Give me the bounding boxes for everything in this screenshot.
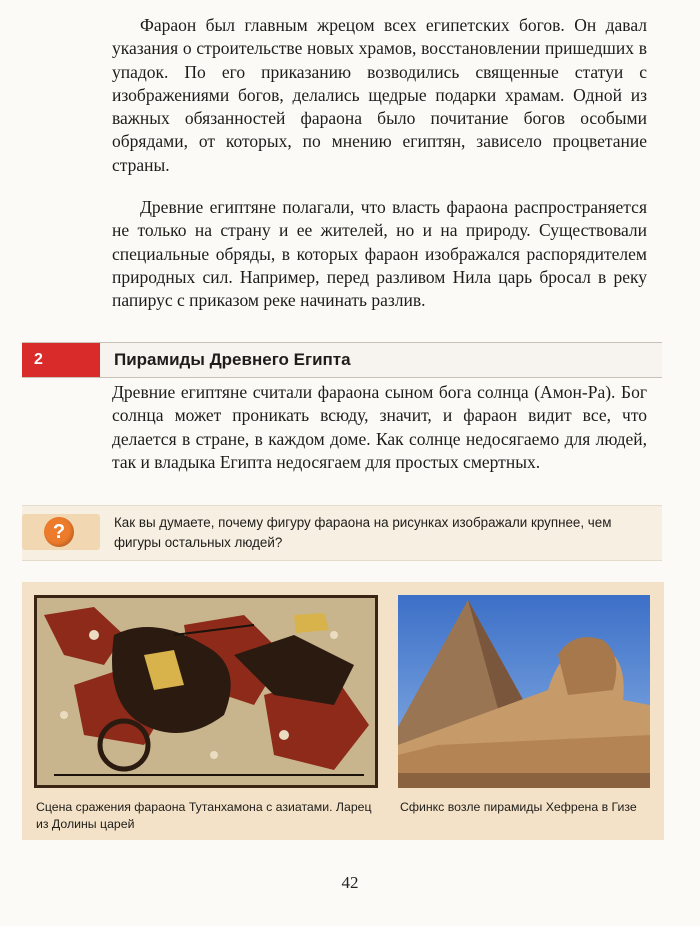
sphinx-pyramid-image	[398, 595, 650, 788]
page-number: 42	[341, 873, 359, 892]
question-text: Как вы думаете, почему фигуру фараона на рисунках изображали крупнее, чем фигуры остальных людей?	[114, 515, 612, 550]
battle-scene-caption: Сцена сражения фараона Тутанхамона с азиатами. Ларец из Долины царей	[36, 800, 372, 831]
section-title: Пирамиды Древнего Египта	[114, 350, 351, 369]
section-header	[22, 342, 662, 378]
paragraph-sun-god: Древние египтяне считали фараона сыном бога солнца (Амон-Ра). Бог солнца может проникать всюду, значит, и фараон видит все, что делается в стране, в каждом доме. Как солнце недосягаемо для людей, так и владыка Египта недосягаем для простых смертных.	[112, 382, 647, 472]
paragraph-pharaoh-power: Древние египтяне полагали, что власть фараона распространяется не только на страну и ее жителей, но и на природу. Существовали специальные обряды, в которых фараон изображался распорядителем природных сил. Например, перед разливом Нила царь бросал в реку папирус с приказом реке начинать разлив.	[112, 197, 647, 311]
question-badge	[22, 514, 100, 550]
paragraph-pharaoh-priest: Фараон был главным жрецом всех египетских богов. Он давал указания о строительстве новых храмов, восстановлении пришедших в упадок. По его приказанию возводились священные статуи с изображениями богов, делались щедрые подарки храмам. Одной из важных обязанностей фараона было почитание богов особыми обрядами, от которых, по мнению египтян, зависело процветание страны.	[112, 15, 647, 175]
section-number: 2	[22, 343, 100, 377]
question-icon: ?	[44, 517, 74, 547]
battle-scene-image	[34, 595, 378, 788]
question-box	[22, 505, 662, 561]
figure-panel	[22, 582, 664, 840]
sphinx-caption: Сфинкс возле пирамиды Хефрена в Гизе	[400, 800, 637, 814]
